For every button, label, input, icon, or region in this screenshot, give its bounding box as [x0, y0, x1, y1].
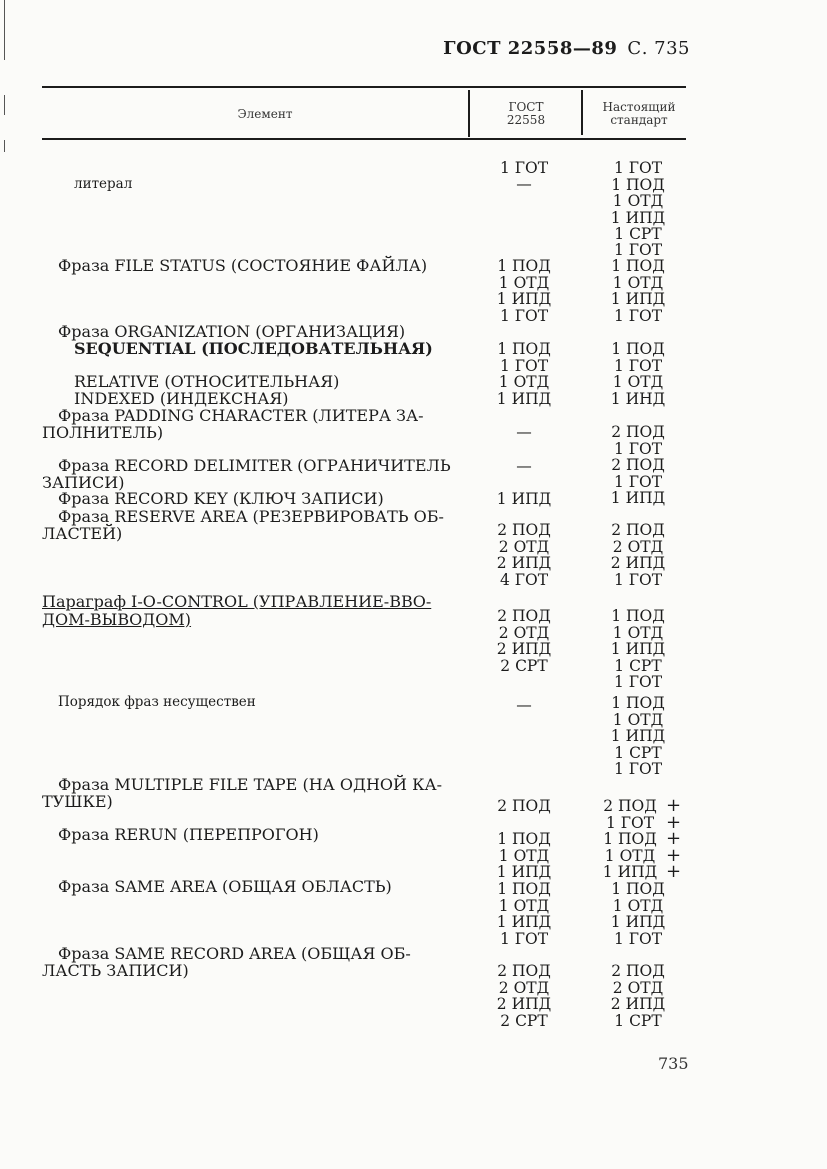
current-value: 2 ПОД: [611, 456, 665, 474]
gost-value: 2 ОТД: [498, 978, 550, 997]
current-value: 1 ОТД: [604, 846, 656, 865]
gost-value: —: [516, 457, 532, 475]
gost-value: 4 ГОТ: [499, 570, 549, 589]
gost-value: 1 ОТД: [498, 846, 550, 865]
gost-value: 2 ПОД: [497, 607, 551, 625]
current-value: 2 ПОД: [603, 797, 657, 815]
gost-value: 2 ИПД: [496, 640, 552, 658]
current-value: 2 ПОД: [611, 521, 665, 539]
gost-value: 1 ГОТ: [499, 306, 549, 325]
current-value: 1 ГОТ: [613, 570, 663, 589]
current-value: 1 ИНД: [610, 389, 666, 408]
element-text: Фраза PADDING CHARACTER (ЛИТЕРА ЗА-: [58, 406, 424, 425]
header-line: ГОСТ: [508, 100, 544, 114]
page-ref: С. 735: [627, 38, 690, 59]
column-divider: [468, 90, 470, 137]
gost-value: 1 ИПД: [496, 490, 552, 508]
gost-value: 2 ИПД: [496, 554, 552, 572]
standard-number: ГОСТ 22558—89: [443, 38, 618, 59]
page-header: [443, 38, 690, 59]
gost-value: 1 ИПД: [496, 913, 552, 931]
current-value: 1 ИПД: [610, 489, 666, 507]
current-value: 1 ГОТ: [613, 356, 663, 375]
current-value: 1 ИПД: [610, 913, 666, 931]
column-header-gost: [480, 101, 572, 127]
current-value: 1 ОТД: [612, 623, 664, 642]
element-text: INDEXED (ИНДЕКСНАЯ): [74, 389, 289, 408]
element-text: ДОМ-ВЫВОДОМ): [42, 610, 192, 629]
current-value: 2 ПОД: [611, 423, 665, 441]
element-text: литерал: [74, 176, 133, 192]
gost-value: 2 СРТ: [500, 1011, 548, 1030]
current-value: 1 ГОТ: [613, 760, 663, 778]
element-text: Параграф I-O-CONTROL (УПРАВЛЕНИЕ-ВВО-: [42, 592, 432, 611]
gost-value: 1 ОТД: [498, 896, 550, 915]
current-value: 1 ОТД: [612, 373, 664, 391]
plus-mark: +: [666, 795, 682, 816]
current-value: 1 ИПД: [602, 863, 658, 881]
current-value: 1 ПОД: [611, 175, 665, 194]
current-value: 1 СРТ: [614, 1011, 662, 1030]
current-value: 1 ИПД: [610, 727, 666, 745]
current-value: 1 ГОТ: [613, 472, 663, 491]
element-text: RELATIVE (ОТНОСИТЕЛЬНАЯ): [74, 372, 340, 391]
current-value: 2 ПОД: [611, 962, 665, 980]
current-value: 1 ПОД: [611, 607, 665, 625]
plus-mark: +: [666, 828, 682, 849]
element-text: Порядок фраз несуществен: [58, 694, 256, 710]
current-value: 1 ПОД: [611, 880, 665, 898]
gost-value: 1 ГОТ: [499, 929, 549, 948]
current-value: 2 ОТД: [612, 537, 664, 556]
header-line: Настоящий: [602, 100, 676, 114]
element-text: ПОЛНИТЕЛЬ): [42, 423, 164, 442]
gost-value: —: [516, 423, 532, 441]
column-header-current: [590, 101, 688, 127]
current-value: 1 ГОТ: [605, 813, 655, 832]
column-divider: [581, 90, 583, 135]
element-text: Фраза FILE STATUS (СОСТОЯНИЕ ФАЙЛА): [58, 256, 428, 275]
current-value: 1 ПОД: [603, 830, 657, 848]
current-value: 1 ГОТ: [613, 306, 663, 325]
header-line: стандарт: [610, 113, 668, 127]
gost-value: 1 ОТД: [498, 373, 550, 391]
current-value: 1 ГОТ: [613, 673, 663, 691]
current-value: 1 ИПД: [610, 290, 666, 308]
element-text: SEQUENTIAL (ПОСЛЕДОВАТЕЛЬНАЯ): [74, 339, 433, 358]
current-value: 1 ИПД: [610, 640, 666, 658]
current-value: 1 СРТ: [614, 743, 662, 762]
element-text: Фраза RECORD DELIMITER (ОГРАНИЧИТЕЛЬ: [58, 456, 451, 475]
current-value: 2 ИПД: [610, 554, 666, 572]
element-text: Фраза SAME AREA (ОБЩАЯ ОБЛАСТЬ): [58, 877, 392, 896]
element-text: ТУШКЕ): [42, 792, 113, 811]
gost-value: 2 ИПД: [496, 995, 552, 1013]
current-value: 1 ОТД: [612, 710, 664, 729]
plus-mark: +: [666, 811, 682, 833]
gost-value: 2 ОТД: [498, 623, 550, 642]
element-text: Фраза RESERVE AREA (РЕЗЕРВИРОВАТЬ ОБ-: [58, 507, 444, 526]
gost-value: 2 ПОД: [497, 797, 551, 815]
element-text: Фраза ORGANIZATION (ОРГАНИЗАЦИЯ): [58, 322, 406, 341]
gost-value: 1 ИПД: [496, 389, 552, 408]
gost-value: 2 ПОД: [497, 521, 551, 539]
plus-mark: +: [666, 844, 682, 866]
current-value: 1 ГОТ: [613, 241, 663, 259]
current-value: 1 СРТ: [614, 656, 662, 675]
current-value: 1 ПОД: [611, 340, 665, 358]
element-text: Фраза RECORD KEY (КЛЮЧ ЗАПИСИ): [58, 489, 384, 508]
table-top-rule: [42, 86, 686, 88]
gost-value: 1 ИПД: [496, 863, 552, 881]
gost-value: 1 ИПД: [496, 290, 552, 308]
page-number: 735: [658, 1054, 689, 1073]
element-text: ЗАПИСИ): [42, 473, 125, 492]
gost-value: 1 ПОД: [497, 880, 551, 898]
current-value: 2 ОТД: [612, 978, 664, 997]
current-value: 1 ГОТ: [613, 929, 663, 948]
element-text: Фраза SAME RECORD AREA (ОБЩАЯ ОБ-: [58, 944, 411, 963]
plus-mark: +: [666, 861, 682, 882]
scan-edge-mark: [4, 95, 5, 115]
current-value: 2 ИПД: [610, 995, 666, 1013]
gost-value: 2 ОТД: [498, 537, 550, 556]
current-value: 1 СРТ: [614, 225, 662, 243]
current-value: 1 ИПД: [610, 208, 666, 227]
gost-value: —: [516, 175, 532, 193]
current-value: 1 ОТД: [612, 192, 664, 210]
column-header-element: Элемент: [237, 107, 293, 121]
element-text: ЛАСТЬ ЗАПИСИ): [42, 961, 189, 980]
scan-edge-mark: [4, 0, 5, 60]
gost-value: 1 ПОД: [497, 257, 551, 275]
gost-value: 1 ПОД: [497, 340, 551, 358]
gost-value: 1 ОТД: [498, 273, 550, 292]
gost-value: 2 ПОД: [497, 962, 551, 980]
current-value: 1 ОТД: [612, 896, 664, 915]
gost-value: 1 ГОТ: [499, 356, 549, 375]
element-text: ЛАСТЕЙ): [42, 524, 123, 543]
header-line: 22558: [506, 113, 546, 127]
gost-value: 1 ПОД: [497, 830, 551, 848]
table-header-bottom-rule: [42, 138, 686, 140]
gost-value: —: [516, 696, 532, 714]
gost-value: 1 ГОТ: [499, 159, 549, 177]
scan-edge-mark: [4, 140, 5, 152]
current-value: 1 ОТД: [612, 273, 664, 292]
current-value: 1 ПОД: [611, 694, 665, 712]
element-text: Фраза MULTIPLE FILE TAPE (НА ОДНОЙ КА-: [58, 775, 442, 794]
current-value: 1 ПОД: [611, 257, 665, 275]
current-value: 1 ГОТ: [613, 159, 663, 177]
current-value: 1 ГОТ: [613, 439, 663, 458]
element-text: Фраза RERUN (ПЕРЕПРОГОН): [58, 825, 319, 844]
gost-value: 2 СРТ: [500, 656, 548, 675]
